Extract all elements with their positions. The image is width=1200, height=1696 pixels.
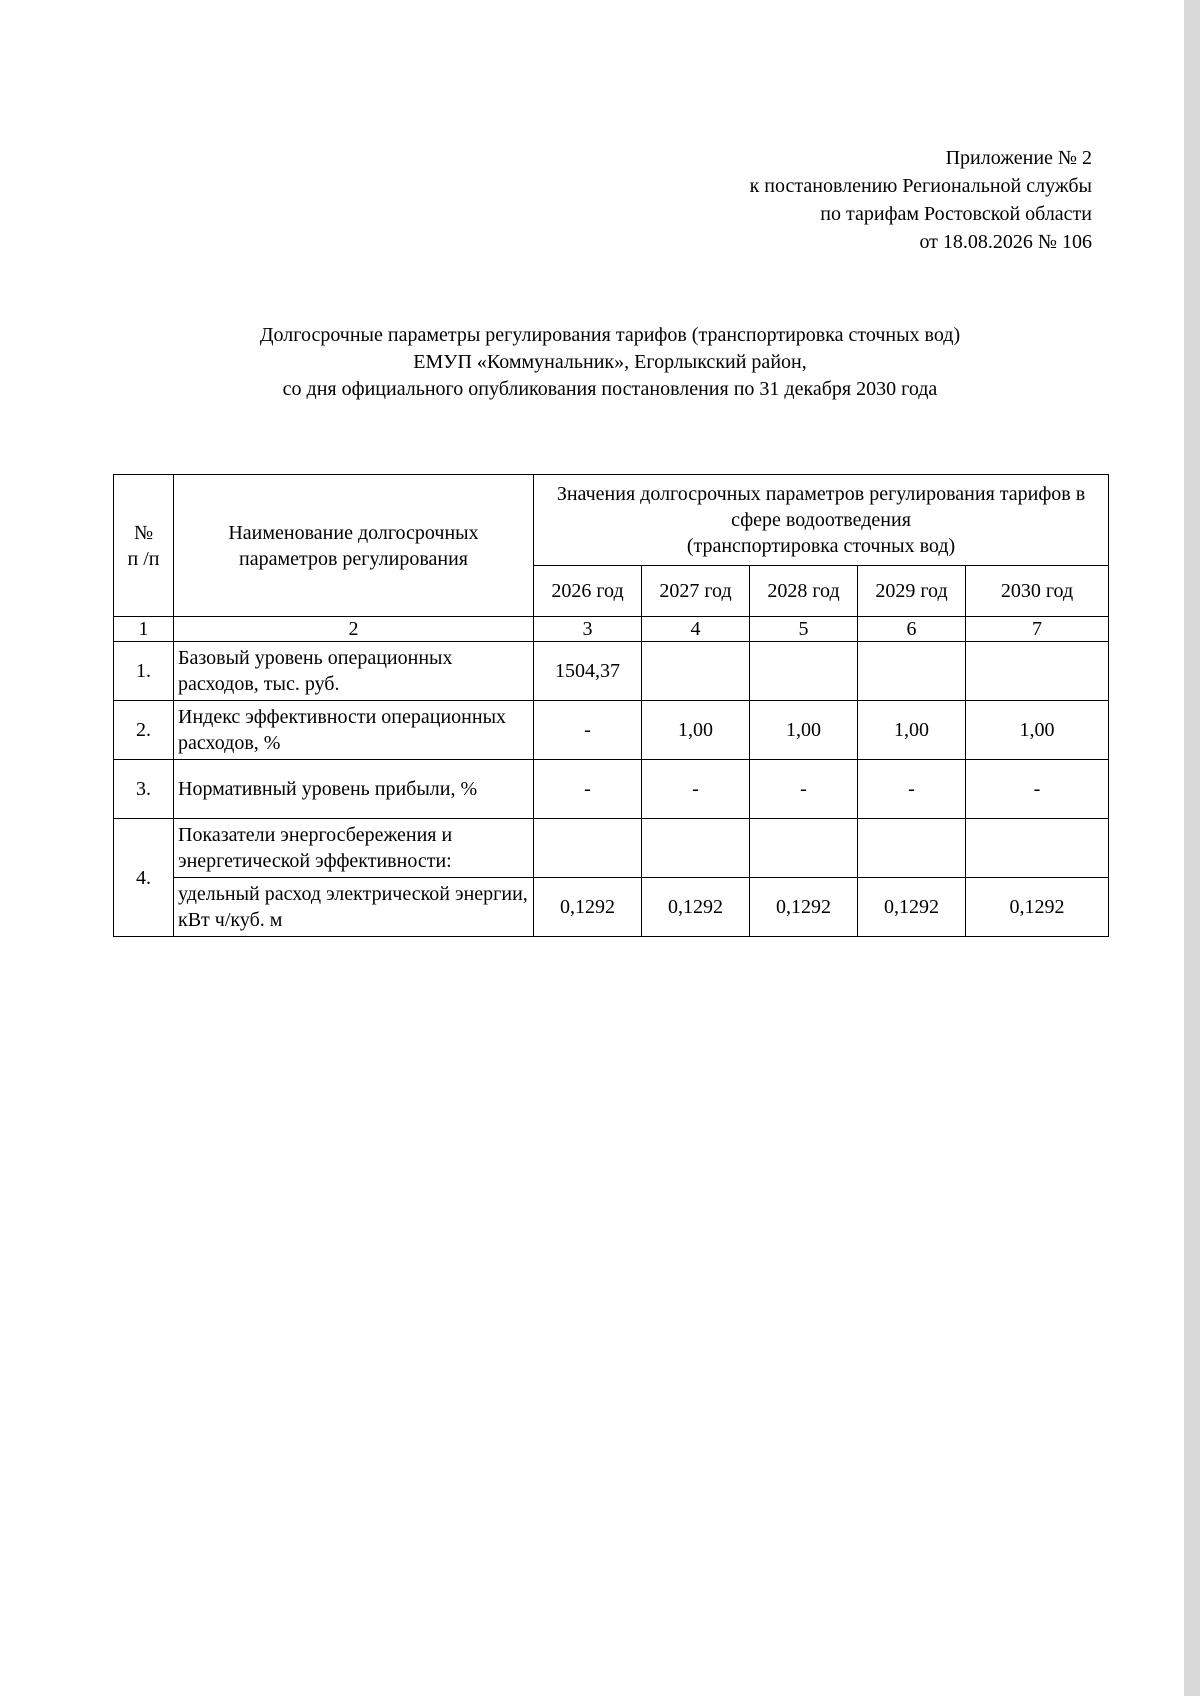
appendix-authority: по тарифам Ростовской области xyxy=(820,203,1092,225)
row-parameter-name: Показатели энергосбережения и энергетической эффективности: xyxy=(174,819,534,878)
header-year: 2028 год xyxy=(750,566,858,617)
row-number: 3. xyxy=(114,760,174,819)
row-number: 4. xyxy=(114,819,174,937)
row-value: 1,00 xyxy=(858,701,966,760)
column-index: 7 xyxy=(966,617,1109,642)
table-row xyxy=(114,878,1109,937)
row-value: 1,00 xyxy=(642,701,750,760)
row-value xyxy=(642,642,750,701)
parameters-table xyxy=(113,474,1109,937)
header-number-label: п /п xyxy=(127,547,160,570)
column-index: 3 xyxy=(534,617,642,642)
column-index: 6 xyxy=(858,617,966,642)
row-value: 1,00 xyxy=(750,701,858,760)
row-value: - xyxy=(534,760,642,819)
header-values-line-1: Значения долгосрочных параметров регулирования тарифов в сфере водоотведения xyxy=(556,483,1086,531)
row-number: 1. xyxy=(114,642,174,701)
appendix-date-number: от 18.08.2026 № 106 xyxy=(919,231,1092,253)
appendix-decree-ref: к постановлению Региональной службы xyxy=(749,175,1092,197)
header-parameter-name xyxy=(174,475,534,617)
row-value xyxy=(966,642,1109,701)
header-year: 2029 год xyxy=(858,566,966,617)
row-value xyxy=(750,819,858,878)
title-line-3: со дня официального опубликования постановления по 31 декабря 2030 года xyxy=(282,378,938,400)
document-title xyxy=(112,322,1108,403)
row-parameter-name: Нормативный уровень прибыли, % xyxy=(174,760,534,819)
header-values-group xyxy=(534,475,1109,566)
header-year: 2026 год xyxy=(534,566,642,617)
column-index: 5 xyxy=(750,617,858,642)
row-parameter-name: Индекс эффективности операционных расходов, % xyxy=(174,701,534,760)
row-value xyxy=(642,819,750,878)
table-header-row xyxy=(114,475,1109,566)
column-index: 4 xyxy=(642,617,750,642)
table-row xyxy=(114,819,1109,878)
row-value xyxy=(966,819,1109,878)
row-value xyxy=(858,642,966,701)
appendix-number: Приложение № 2 xyxy=(945,147,1092,169)
row-value: 0,1292 xyxy=(750,878,858,937)
table-row xyxy=(114,760,1109,819)
row-value: - xyxy=(750,760,858,819)
row-value: 0,1292 xyxy=(966,878,1109,937)
column-index: 1 xyxy=(114,617,174,642)
appendix-reference xyxy=(572,144,1092,256)
column-index: 2 xyxy=(174,617,534,642)
column-index-row xyxy=(114,617,1109,642)
row-value: 0,1292 xyxy=(534,878,642,937)
header-number xyxy=(114,475,174,617)
row-value xyxy=(858,819,966,878)
row-value: 0,1292 xyxy=(642,878,750,937)
table-row xyxy=(114,642,1109,701)
row-value: - xyxy=(534,701,642,760)
row-value xyxy=(750,642,858,701)
row-number: 2. xyxy=(114,701,174,760)
row-value: - xyxy=(966,760,1109,819)
row-value: 1,00 xyxy=(966,701,1109,760)
header-parameter-name-text: Наименование долгосрочных параметров регулирования xyxy=(228,521,479,570)
title-line-1: Долгосрочные параметры регулирования тарифов (транспортировка сточных вод) xyxy=(259,324,961,346)
header-year: 2030 год xyxy=(966,566,1109,617)
row-value: - xyxy=(858,760,966,819)
table-row xyxy=(114,701,1109,760)
row-value xyxy=(534,819,642,878)
row-parameter-name: Базовый уровень операционных расходов, тыс. руб. xyxy=(174,642,534,701)
row-parameter-name: удельный расход электрической энергии, кВт ч/куб. м xyxy=(174,878,534,937)
header-number-symbol: № xyxy=(133,521,154,544)
title-line-2: ЕМУП «Коммунальник», Егорлыкский район, xyxy=(413,351,807,373)
header-year: 2027 год xyxy=(642,566,750,617)
row-value: 1504,37 xyxy=(534,642,642,701)
row-value: - xyxy=(642,760,750,819)
row-value: 0,1292 xyxy=(858,878,966,937)
viewer-edge-strip xyxy=(1184,0,1200,1696)
header-values-line-2: (транспортировка сточных вод) xyxy=(686,535,956,557)
